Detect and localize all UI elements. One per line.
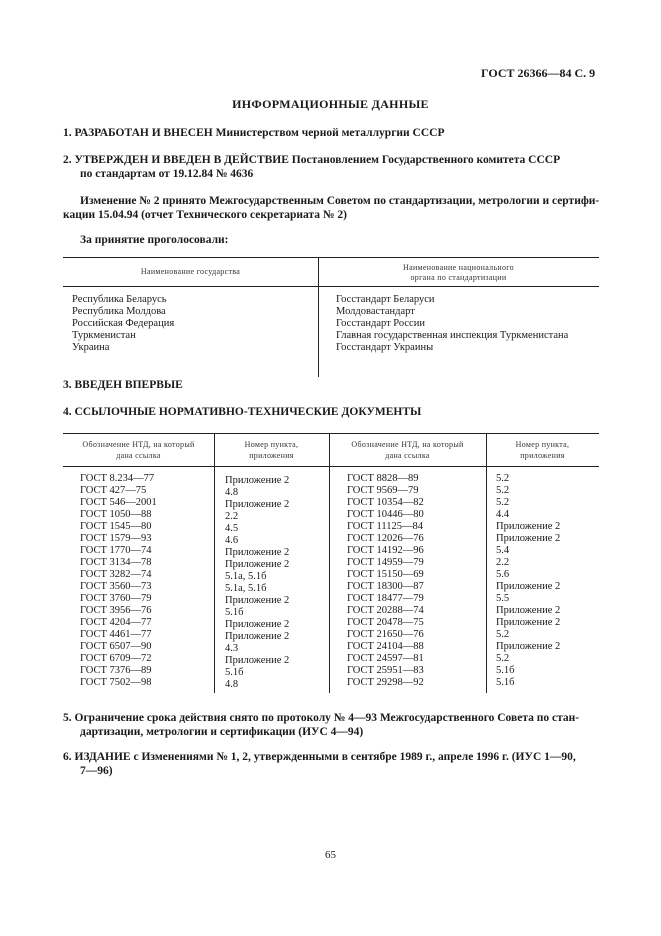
list-item: ГОСТ 3282—74 [80, 569, 152, 580]
ref-doc-header-line1-right: Обозначение НТД, на который [351, 440, 464, 449]
table-top-rule [63, 433, 599, 434]
list-item: ГОСТ 8828—89 [347, 473, 419, 484]
list-item: 4.3 [225, 643, 239, 654]
voted-label: За принятие проголосовали: [80, 234, 229, 246]
list-item: ГОСТ 1545—80 [80, 521, 152, 532]
list-item: Приложение 2 [225, 475, 290, 486]
list-item: 5.2 [496, 497, 510, 508]
list-item: ГОСТ 1579—93 [80, 533, 152, 544]
list-item: ГОСТ 10446—80 [347, 509, 424, 520]
ref-point-header-line2-right: приложения [520, 451, 565, 460]
list-item: 5.2 [496, 629, 510, 640]
list-item: Приложение 2 [225, 631, 290, 642]
table-top-rule [63, 257, 599, 258]
item-6-line2: 7—96) [80, 765, 113, 777]
table-column-divider [214, 433, 215, 693]
list-item: ГОСТ 15150—69 [347, 569, 424, 580]
list-item: Госстандарт Беларуси [336, 294, 435, 305]
item-2-line2: по стандартам от 19.12.84 № 4636 [80, 168, 254, 180]
list-item: 5.1б [496, 677, 515, 688]
list-item: ГОСТ 18477—79 [347, 593, 424, 604]
states-list [72, 294, 174, 354]
list-item: 2.2 [225, 511, 239, 522]
list-item: ГОСТ 427—75 [80, 485, 147, 496]
list-item: ГОСТ 18300—87 [347, 581, 424, 592]
list-item: ГОСТ 3560—73 [80, 581, 152, 592]
list-item: ГОСТ 10354—82 [347, 497, 424, 508]
ref-point-header-line2: приложения [249, 451, 294, 460]
list-item: 5.1а, 5.1б [225, 571, 267, 582]
bodies-col-header-line2: органа по стандартизации [410, 273, 507, 282]
list-item: 5.1б [225, 667, 244, 678]
list-item: ГОСТ 11125—84 [347, 521, 424, 532]
list-item: ГОСТ 4461—77 [80, 629, 152, 640]
list-item: 5.4 [496, 545, 510, 556]
item-2-line1: 2. УТВЕРЖДЕН И ВВЕДЕН В ДЕЙСТВИЕ Постановлением Государственного комитета СССР [63, 154, 561, 166]
ref-doc-header-line2: дана ссылка [116, 451, 161, 460]
ref-doc-header-line2-right: дана ссылка [385, 451, 430, 460]
list-item: 2.2 [496, 557, 510, 568]
list-item: 5.2 [496, 485, 510, 496]
page-number: 65 [325, 849, 336, 861]
table-column-divider [486, 433, 487, 693]
list-item: 4.4 [496, 509, 510, 520]
item-6-line1: 6. ИЗДАНИЕ с Изменениями № 1, 2, утвержденными в сентябре 1989 г., апреле 1996 г. (ИУС 1—90, [63, 751, 576, 763]
list-item: Приложение 2 [225, 547, 290, 558]
list-item: Российская Федерация [72, 318, 175, 329]
list-item: ГОСТ 3134—78 [80, 557, 152, 568]
list-item: ГОСТ 29298—92 [347, 677, 424, 688]
list-item: Госстандарт России [336, 318, 425, 329]
list-item: ГОСТ 6709—72 [80, 653, 152, 664]
list-item: Главная государственная инспекция Туркменистана [336, 330, 569, 341]
list-item: ГОСТ 21650—76 [347, 629, 424, 640]
list-item: ГОСТ 24104—88 [347, 641, 424, 652]
list-item: Приложение 2 [496, 581, 561, 592]
list-item: ГОСТ 6507—90 [80, 641, 152, 652]
ref-points-left [225, 475, 289, 691]
list-item: Приложение 2 [225, 595, 290, 606]
item-5-line1: 5. Ограничение срока действия снято по протоколу № 4—93 Межгосударственного Совета по стан- [63, 712, 580, 724]
list-item: ГОСТ 1770—74 [80, 545, 152, 556]
table-header-rule [63, 286, 599, 287]
list-item: ГОСТ 4204—77 [80, 617, 152, 628]
list-item: 5.5 [496, 593, 510, 604]
item-5-line2: дартизации, метрологии и сертификации (ИУС 4—94) [80, 726, 364, 738]
bodies-list [336, 294, 568, 354]
list-item: Госстандарт Украины [336, 342, 434, 353]
list-item: Приложение 2 [496, 605, 561, 616]
list-item: 5.2 [496, 653, 510, 664]
list-item: 5.1а, 5.1б [225, 583, 267, 594]
list-item: Приложение 2 [496, 533, 561, 544]
list-item: Приложение 2 [496, 641, 561, 652]
list-item: ГОСТ 7502—98 [80, 677, 152, 688]
list-item: ГОСТ 25951—83 [347, 665, 424, 676]
list-item: 4.8 [225, 487, 239, 498]
list-item: Приложение 2 [496, 617, 561, 628]
list-item: Молдовастандарт [336, 306, 415, 317]
ref-docs-left [80, 473, 157, 689]
list-item: 5.1б [496, 665, 515, 676]
item-3: 3. ВВЕДЕН ВПЕРВЫЕ [63, 379, 183, 391]
change-note-line1: Изменение № 2 принято Межгосударственным Советом по стандартизации, метрологии и сертифи- [80, 195, 600, 207]
list-item: Приложение 2 [496, 521, 561, 532]
list-item: ГОСТ 3760—79 [80, 593, 152, 604]
list-item: ГОСТ 1050—88 [80, 509, 152, 520]
states-col-header: Наименование государства [140, 267, 241, 276]
ref-point-header-line1-right: Номер пункта, [515, 440, 570, 449]
list-item: ГОСТ 20478—75 [347, 617, 424, 628]
list-item: Украина [72, 342, 110, 353]
item-4: 4. ССЫЛОЧНЫЕ НОРМАТИВНО-ТЕХНИЧЕСКИЕ ДОКУМЕНТЫ [63, 406, 422, 418]
list-item: ГОСТ 9569—79 [347, 485, 419, 496]
list-item: ГОСТ 20288—74 [347, 605, 424, 616]
table-column-divider [329, 433, 330, 693]
document-header: ГОСТ 26366—84 С. 9 [481, 66, 596, 80]
item-1: 1. РАЗРАБОТАН И ВНЕСЕН Министерством черной металлургии СССР [63, 127, 445, 139]
list-item: Приложение 2 [225, 655, 290, 666]
page-title: ИНФОРМАЦИОННЫЕ ДАННЫЕ [232, 97, 429, 111]
list-item: 5.2 [496, 473, 510, 484]
list-item: ГОСТ 24597—81 [347, 653, 424, 664]
list-item: 4.8 [225, 679, 239, 690]
list-item: 4.6 [225, 535, 239, 546]
change-note-line2: кации 15.04.94 (отчет Технического секретариата № 2) [63, 209, 347, 221]
list-item: ГОСТ 546—2001 [80, 497, 157, 508]
ref-points-right [496, 473, 560, 689]
list-item: Республика Беларусь [72, 294, 167, 305]
bodies-col-header-line1: Наименование национального [403, 263, 514, 272]
list-item: ГОСТ 7376—89 [80, 665, 152, 676]
list-item: Приложение 2 [225, 499, 290, 510]
list-item: ГОСТ 8.234—77 [80, 473, 155, 484]
list-item: Приложение 2 [225, 559, 290, 570]
list-item: ГОСТ 14192—96 [347, 545, 424, 556]
list-item: ГОСТ 12026—76 [347, 533, 424, 544]
list-item: Республика Молдова [72, 306, 166, 317]
list-item: Приложение 2 [225, 619, 290, 630]
list-item: 5.6 [496, 569, 510, 580]
list-item: 5.1б [225, 607, 244, 618]
ref-point-header-line1: Номер пункта, [244, 440, 299, 449]
list-item: ГОСТ 3956—76 [80, 605, 152, 616]
ref-doc-header-line1: Обозначение НТД, на который [82, 440, 195, 449]
table-header-rule [63, 466, 599, 467]
list-item: 4.5 [225, 523, 239, 534]
list-item: Туркменистан [72, 330, 136, 341]
ref-docs-right [347, 473, 424, 689]
list-item: ГОСТ 14959—79 [347, 557, 424, 568]
